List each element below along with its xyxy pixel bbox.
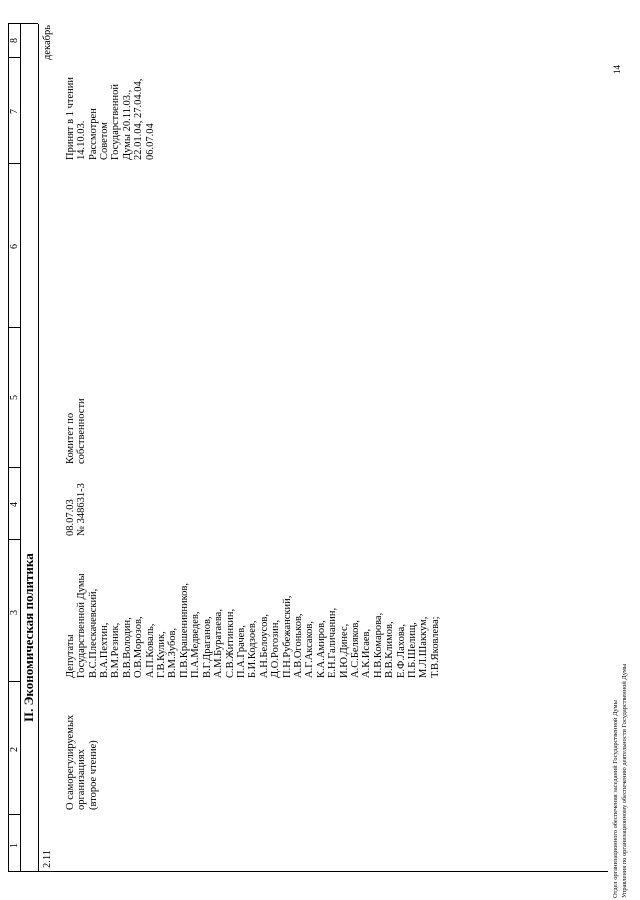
initiator-line: В.М.Зубов, xyxy=(167,627,179,678)
initiator-line: В.В.Климов, xyxy=(384,621,396,678)
initiator-line: П.А.Медведев, xyxy=(190,611,202,678)
column-divider-7-8 xyxy=(8,57,20,58)
committee-lines xyxy=(65,398,88,464)
registration-lines xyxy=(65,483,88,536)
initiator-line: А.Г.Аксаков, xyxy=(304,621,316,678)
initiator-line: В.С.Плескачевский, xyxy=(87,588,99,678)
column-divider-6-7 xyxy=(8,163,20,164)
status-line: 14.10.03. xyxy=(76,120,88,160)
status-line: Рассмотрен xyxy=(87,108,99,160)
column-divider-1-2 xyxy=(8,814,20,815)
column-number-5: 5 xyxy=(9,395,20,400)
initiator-line: Государственной Думы xyxy=(76,573,88,678)
section-separator xyxy=(38,24,39,872)
column-divider-3-4 xyxy=(8,539,20,540)
committee-line: собственности xyxy=(76,398,88,464)
bill-title xyxy=(42,715,122,810)
initiator-line: Г.В.Кулик, xyxy=(156,631,168,678)
footer-directorate: Управления по организационному обеспечению деятельности Государственной Думы xyxy=(621,663,628,898)
column-number-1: 1 xyxy=(9,843,20,848)
initiator-line: А.В.Огоньков, xyxy=(292,613,304,678)
initiator-line: Т.В.Яковлева; xyxy=(429,616,441,678)
column-number-3: 3 xyxy=(9,610,20,615)
bill-title-line: (второе чтение) xyxy=(87,740,99,810)
table-top-border xyxy=(8,24,9,872)
initiator-line: А.М.Буратаева, xyxy=(213,609,225,678)
column-number-4: 4 xyxy=(9,502,20,507)
status-line: Советом xyxy=(99,122,111,160)
column-divider-2-3 xyxy=(8,681,20,682)
initiator-line: Е.Ф.Лахова, xyxy=(395,624,407,678)
initiator-line: С.В.Житинкин, xyxy=(224,608,236,678)
column-divider-4-5 xyxy=(8,467,20,468)
initiator-line: П.В.Крашенинников, xyxy=(178,583,190,678)
status-line: Думы 20.11.03., xyxy=(121,89,133,160)
initiator-line: Е.Н.Галичанин, xyxy=(327,607,339,678)
initiator-line: И.Ю.Динес, xyxy=(338,623,350,678)
initiator-line: К.А.Амиров, xyxy=(315,620,327,678)
initiator-line: Б.И.Кодзоев, xyxy=(247,620,259,678)
responsible-committee xyxy=(42,398,110,464)
initiator-line: Депутаты xyxy=(64,634,76,678)
planned-month: декабрь xyxy=(42,25,53,60)
initiators xyxy=(42,573,464,678)
bill-title-line: организациях xyxy=(76,749,88,810)
status-line: 06.07.04 xyxy=(144,123,156,160)
bill-status xyxy=(42,77,179,160)
page-number: 14 xyxy=(612,65,622,74)
status-line: Государственной xyxy=(110,84,122,160)
initiator-line: П.А.Грачев, xyxy=(235,625,247,678)
column-header-separator xyxy=(20,24,21,872)
bill-title-lines xyxy=(65,715,99,810)
initiator-line: В.В.Володин, xyxy=(121,617,133,678)
column-number-8: 8 xyxy=(9,38,20,43)
initiator-line: М.Л.Шаккум, xyxy=(418,616,430,678)
column-number-2: 2 xyxy=(9,747,20,752)
initiator-line: В.Г.Драганов, xyxy=(201,616,213,678)
registration-line: 08.07.03 xyxy=(64,499,76,536)
table-right-border xyxy=(8,23,38,24)
footer-department: Отдел организационного обеспечения заседаний Государственной Думы xyxy=(612,700,619,898)
initiator-line: П.Б.Шелищ, xyxy=(407,622,418,678)
initiator-line: Н.В.Комарова, xyxy=(372,612,384,678)
initiator-line: Д.О.Рогозин, xyxy=(270,619,282,678)
initiators-lines xyxy=(65,573,441,678)
section-title: II. Экономическая политика xyxy=(21,553,36,722)
initiator-line: В.А.Пехтин, xyxy=(99,622,111,678)
initiator-line: А.П.Коваль, xyxy=(144,623,156,678)
initiator-line: П.Н.Рубежанский, xyxy=(281,595,293,678)
status-lines xyxy=(65,77,156,160)
initiator-line: О.В.Морозов, xyxy=(133,616,145,678)
status-line: Принят в 1 чтении xyxy=(64,77,76,160)
initiator-line: В.М.Резник, xyxy=(110,622,122,678)
committee-line: Комитет по xyxy=(64,412,76,464)
table-left-border xyxy=(8,871,608,872)
column-number-7: 7 xyxy=(9,109,20,114)
registration-line: № 348631-3 xyxy=(76,483,88,536)
bill-title-line: О саморегулируемых xyxy=(64,714,76,810)
row-number: 2.11 xyxy=(42,850,53,868)
initiator-line: А.К.Исаев, xyxy=(361,628,373,678)
initiator-line: А.С.Беляков, xyxy=(349,620,361,678)
initiator-line: А.Н.Белоусов, xyxy=(258,614,270,678)
status-line: 22.01.04, 27.04.04, xyxy=(133,78,145,160)
column-divider-5-6 xyxy=(8,327,20,328)
registration-info xyxy=(42,483,110,536)
column-number-6: 6 xyxy=(9,244,20,249)
